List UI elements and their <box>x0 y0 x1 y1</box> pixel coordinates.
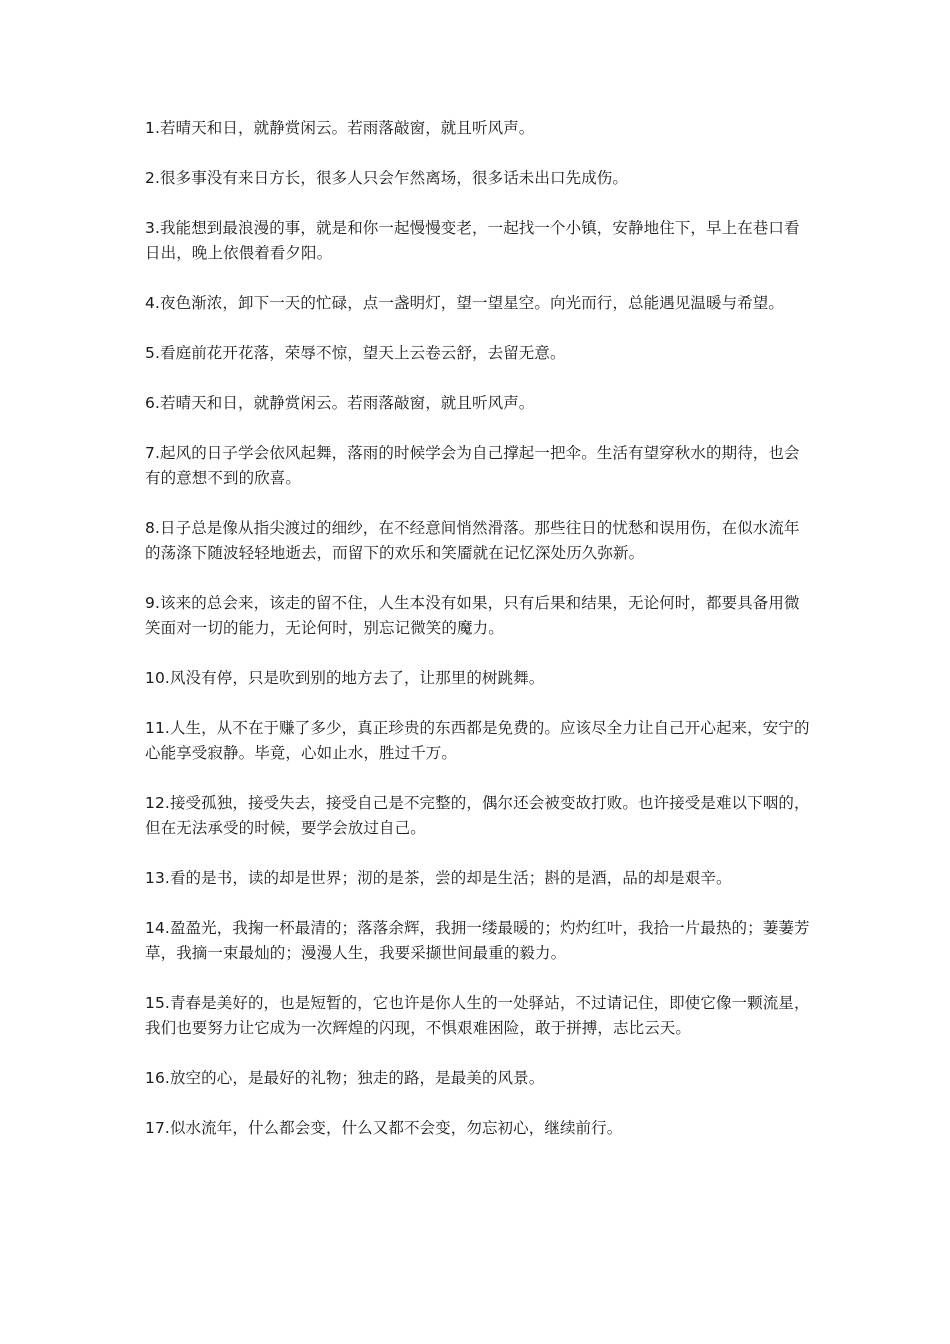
paragraph-17: 17.似水流年，什么都会变，什么又都不会变，勿忘初心，继续前行。 <box>145 1119 623 1137</box>
paragraph-3: 3.我能想到最浪漫的事，就是和你一起慢慢变老，一起找一个小镇，安静地住下，早上在巷口看日出，晚上依偎着看夕阳。 <box>145 219 800 262</box>
paragraph-10: 10.风没有停，只是吹到别的地方去了，让那里的树跳舞。 <box>145 669 545 687</box>
document-body <box>145 116 810 1166</box>
paragraph-12: 12.接受孤独，接受失去，接受自己是不完整的，偶尔还会被变故打败。也许接受是难以下咽的，但在无法承受的时候，要学会放过自己。 <box>145 794 810 837</box>
paragraph-2: 2.很多事没有来日方长，很多人只会乍然离场，很多话未出口先成伤。 <box>145 169 628 187</box>
paragraph-13: 13.看的是书，读的却是世界；沏的是茶，尝的却是生活；斟的是酒，品的却是艰辛。 <box>145 869 732 887</box>
paragraph-5: 5.看庭前花开花落，荣辱不惊，望天上云卷云舒，去留无意。 <box>145 344 566 362</box>
paragraph-11: 11.人生，从不在于赚了多少，真正珍贵的东西都是免费的。应该尽全力让自己开心起来，安宁的心能享受寂静。毕竟，心如止水，胜过千万。 <box>145 719 810 762</box>
paragraph-1: 1.若晴天和日，就静赏闲云。若雨落敲窗，就且听风声。 <box>145 119 535 137</box>
paragraph-16: 16.放空的心，是最好的礼物；独走的路，是最美的风景。 <box>145 1069 545 1087</box>
paragraph-8: 8.日子总是像从指尖渡过的细纱，在不经意间悄然滑落。那些往日的忧愁和误用伤，在似水流年的荡涤下随波轻轻地逝去，而留下的欢乐和笑靥就在记忆深处历久弥新。 <box>145 519 800 562</box>
paragraph-7: 7.起风的日子学会依风起舞，落雨的时候学会为自己撑起一把伞。生活有望穿秋水的期待，也会有的意想不到的欣喜。 <box>145 444 800 487</box>
paragraph-15: 15.青春是美好的，也是短暂的，它也许是你人生的一处驿站，不过请记住，即使它像一颗流星，我们也要努力让它成为一次辉煌的闪现，不惧艰难困险，敢于拼搏，志比云天。 <box>145 994 810 1037</box>
paragraph-9: 9.该来的总会来，该走的留不住，人生本没有如果，只有后果和结果，无论何时，都要具备用微笑面对一切的能力，无论何时，别忘记微笑的魔力。 <box>145 594 800 637</box>
paragraph-4: 4.夜色渐浓，卸下一天的忙碌，点一盏明灯，望一望星空。向光而行，总能遇见温暖与希望。 <box>145 294 784 312</box>
paragraph-14: 14.盈盈光，我掬一杯最清的；落落余辉，我拥一缕最暖的；灼灼红叶，我拾一片最热的；萋萋芳草，我摘一束最灿的；漫漫人生，我要采撷世间最重的毅力。 <box>145 919 810 962</box>
paragraph-6: 6.若晴天和日，就静赏闲云。若雨落敲窗，就且听风声。 <box>145 394 535 412</box>
